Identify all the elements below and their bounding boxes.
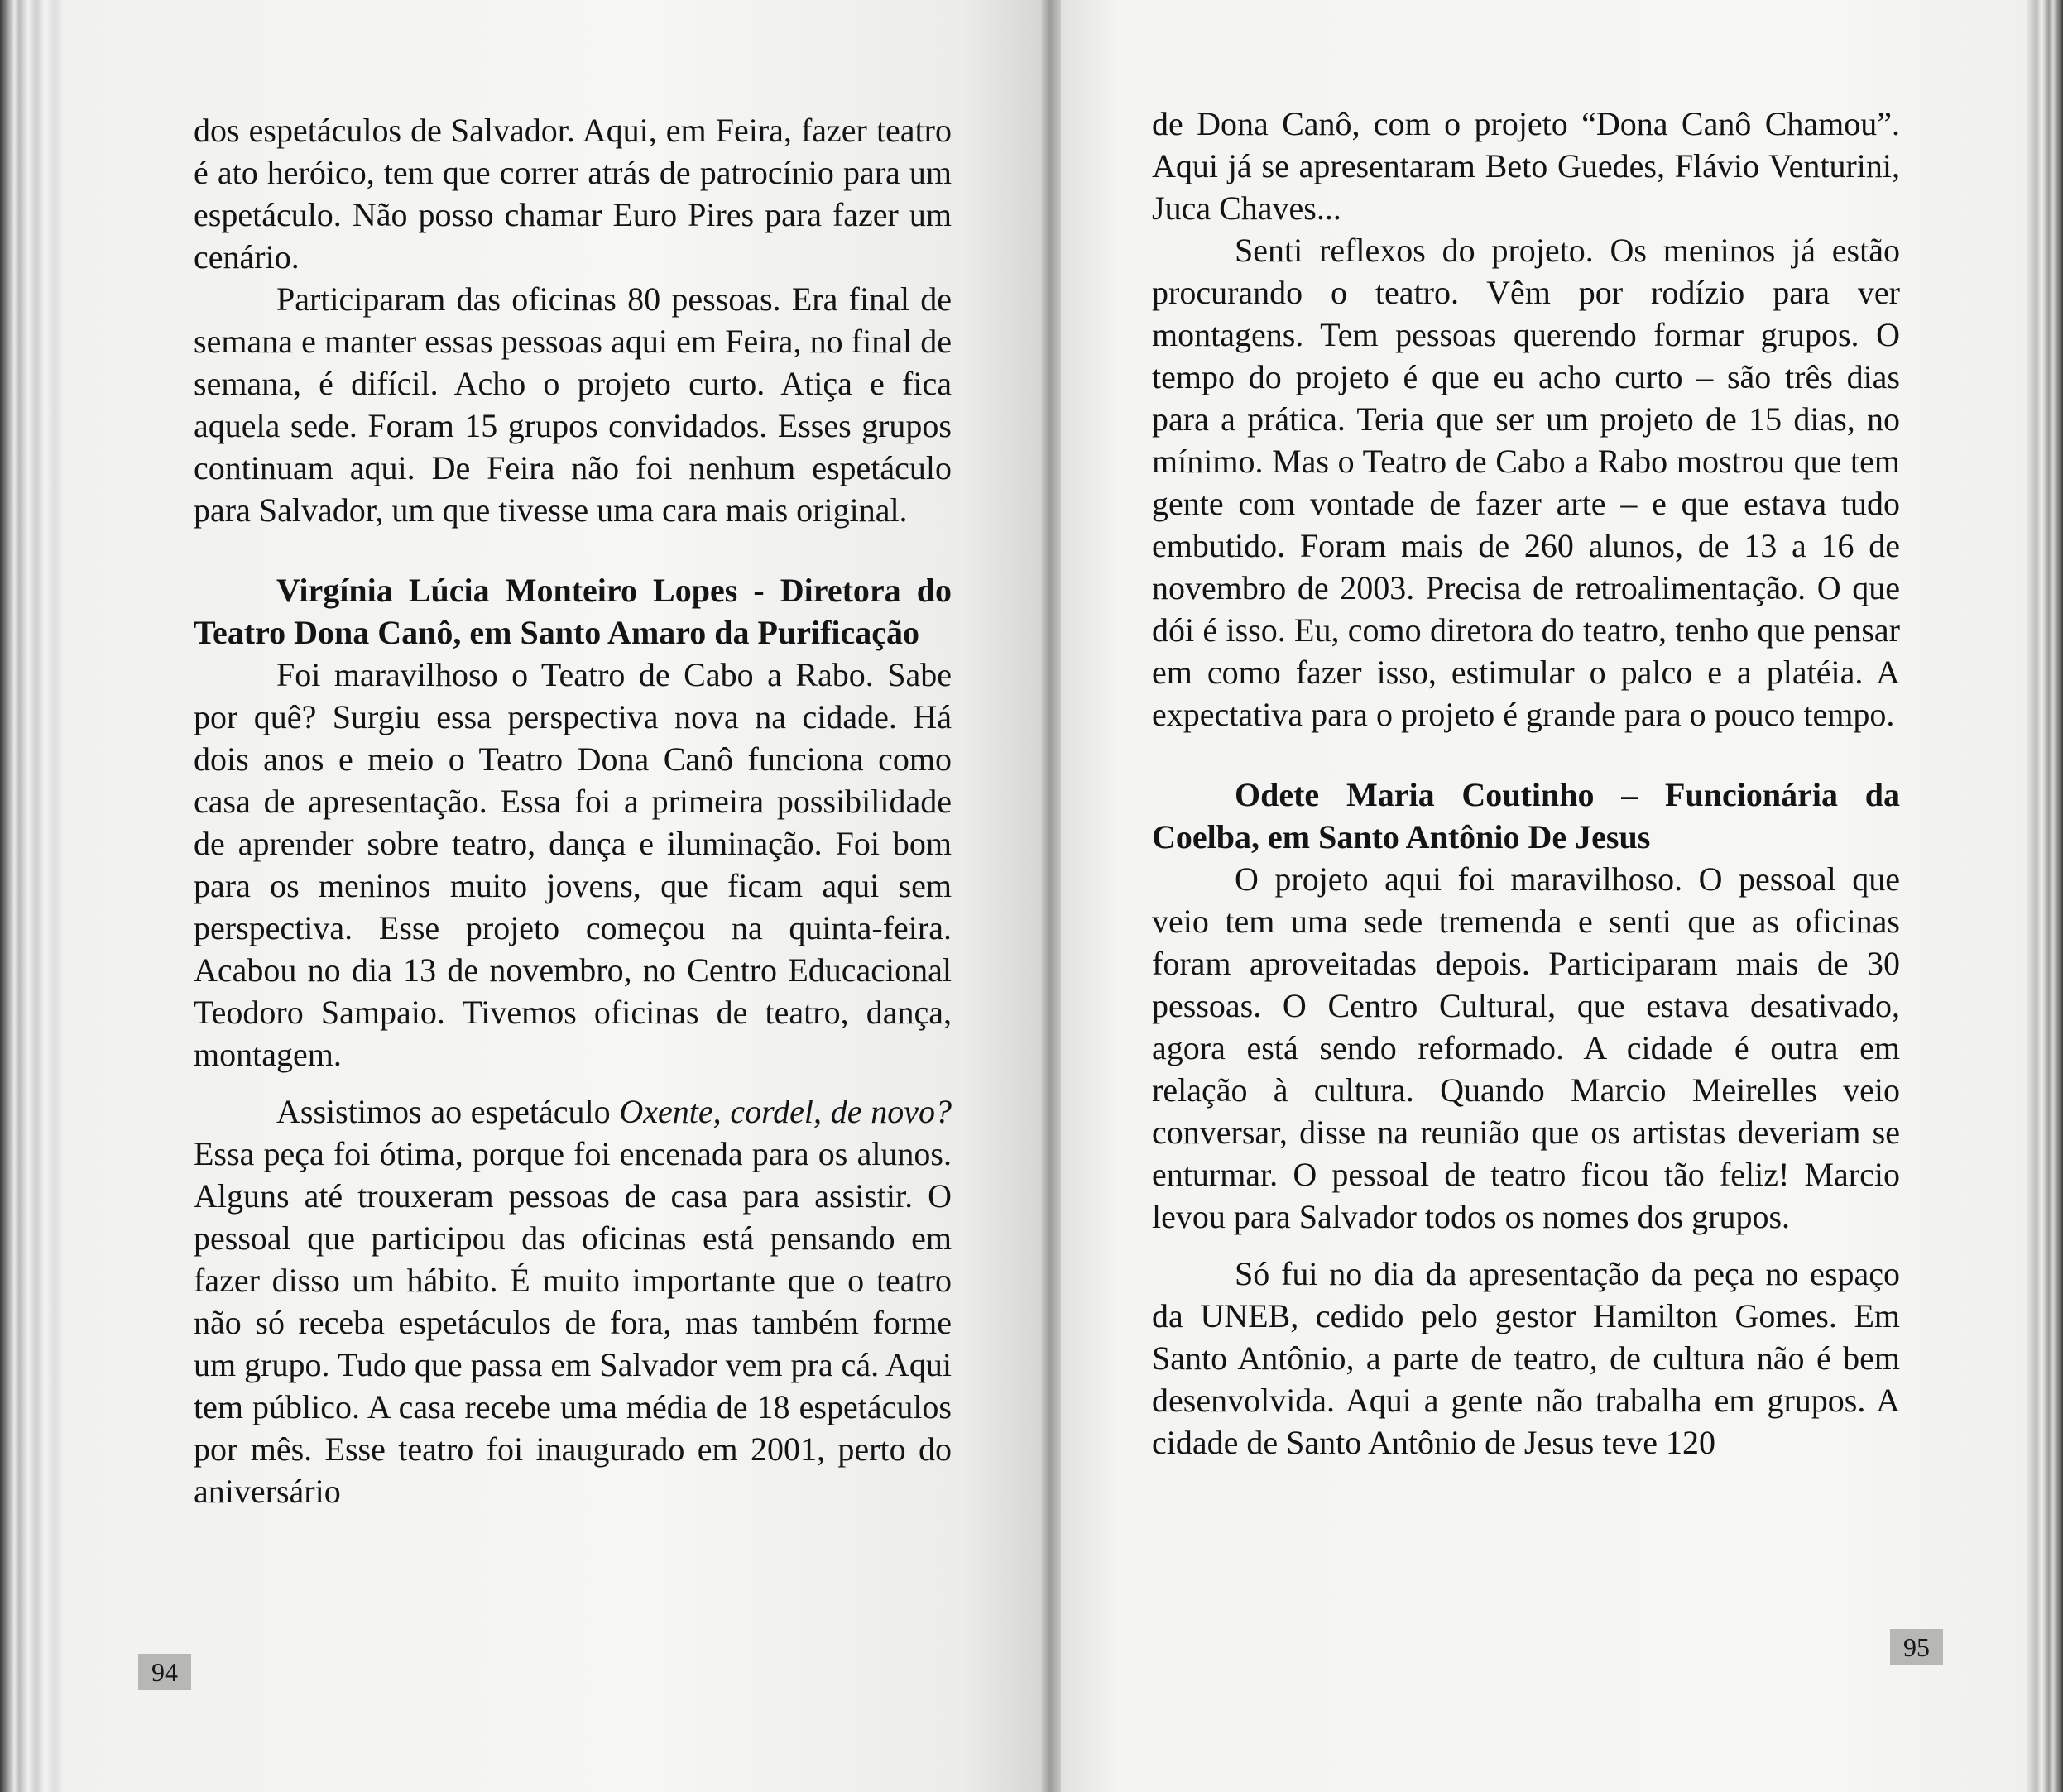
- right-page-text: [1152, 103, 1900, 1464]
- play-title: Oxente, cordel, de novo?: [619, 1093, 952, 1130]
- section-gap: [194, 531, 952, 569]
- page-block-edge-left: [0, 0, 65, 1792]
- page-block-edge-right: [2027, 0, 2063, 1792]
- section-heading: Virgínia Lúcia Monteiro Lopes - Diretora do Teatro Dona Canô, em Santo Amaro da Purificação: [194, 572, 952, 651]
- text-run: Essa peça foi ótima, porque foi encenada para os alunos. Alguns até trouxeram pessoas de casa para assistir. O pessoal que participou das oficinas está pensando em fazer disso um hábito. É muito importante que o teatro não só receba espetáculos de fora, mas também forme um grupo. Tudo que passa em Salvador vem pra cá. Aqui tem público. A casa recebe uma média de 18 espetáculos por mês. Esse teatro foi inaugurado em 2001, perto do aniversário: [194, 1135, 952, 1510]
- paragraph: Foi maravilhoso o Teatro de Cabo a Rabo. Sabe por quê? Surgiu essa perspectiva nova na cidade. Há dois anos e meio o Teatro Dona Canô funciona como casa de apresentação. Essa foi a primeira possibilidade de aprender sobre teatro, dança e iluminação. Foi bom para os meninos muito jovens, que ficam aqui sem perspectiva. Esse projeto começou na quinta-feira. Acabou no dia 13 de novembro, no Centro Educacional Teodoro Sampaio. Tivemos oficinas de teatro, dança, montagem.: [194, 656, 952, 1073]
- paragraph: Senti reflexos do projeto. Os meninos já estão procurando o teatro. Vêm por rodízio para ver montagens. Tem pessoas querendo formar grupos. O tempo do projeto é que eu acho curto – são três dias para a prática. Teria que ser um projeto de 15 dias, no mínimo. Mas o Teatro de Cabo a Rabo mostrou que tem gente com vontade de fazer arte – e que estava tudo embutido. Foram mais de 260 alunos, de 13 a 16 de novembro de 2003. Precisa de retroalimentação. O que dói é isso. Eu, como diretora do teatro, tenho que pensar em como fazer isso, estimular o palco e a platéia. A expectativa para o projeto é grande para o pouco tempo.: [1152, 232, 1900, 733]
- paragraph: de Dona Canô, com o projeto “Dona Canô Chamou”. Aqui já se apresentaram Beto Guedes, Flávio Venturini, Juca Chaves...: [1152, 105, 1900, 227]
- paragraph: O projeto aqui foi maravilhoso. O pessoal que veio tem uma sede tremenda e senti que as oficinas foram aproveitadas depois. Participaram mais de 30 pessoas. O Centro Cultural, que estava desativado, agora está sendo reformado. A cidade é outra em relação à cultura. Quando Marcio Meirelles veio conversar, disse na reunião que os artistas deveriam se enturmar. O pessoal de teatro ficou tão feliz! Marcio levou para Salvador todos os nomes dos grupos.: [1152, 860, 1900, 1235]
- paragraph: dos espetáculos de Salvador. Aqui, em Feira, fazer teatro é ato heróico, tem que correr atrás de patrocínio para um espetáculo. Não posso chamar Euro Pires para fazer um cenário.: [194, 112, 952, 276]
- paragraph-gap: [1152, 1238, 1900, 1253]
- section-heading: Odete Maria Coutinho – Funcionária da Coelba, em Santo Antônio De Jesus: [1152, 776, 1900, 855]
- text-run: Assistimos ao espetáculo: [276, 1093, 620, 1130]
- book-gutter: [1041, 0, 1061, 1792]
- paragraph-gap: [194, 1076, 952, 1090]
- page-number-left: 94: [138, 1654, 191, 1690]
- left-page-text: [194, 109, 952, 1512]
- paragraph: Participaram das oficinas 80 pessoas. Era final de semana e manter essas pessoas aqui em Feira, no final de semana, é difícil. Acho o projeto curto. Atiça e fica aquela sede. Foram 15 grupos convidados. Esses grupos continuam aqui. De Feira não foi nenhum espetáculo para Salvador, um que tivesse uma cara mais original.: [194, 280, 952, 529]
- section-gap: [1152, 735, 1900, 774]
- paragraph: [194, 1090, 952, 1512]
- paragraph: Só fui no dia da apresentação da peça no espaço da UNEB, cedido pelo gestor Hamilton Gomes. Em Santo Antônio, a parte de teatro, de cultura não é bem desenvolvida. Aqui a gente não trabalha em grupos. A cidade de Santo Antônio de Jesus teve 120: [1152, 1255, 1900, 1461]
- page-number-right: 95: [1890, 1629, 1943, 1665]
